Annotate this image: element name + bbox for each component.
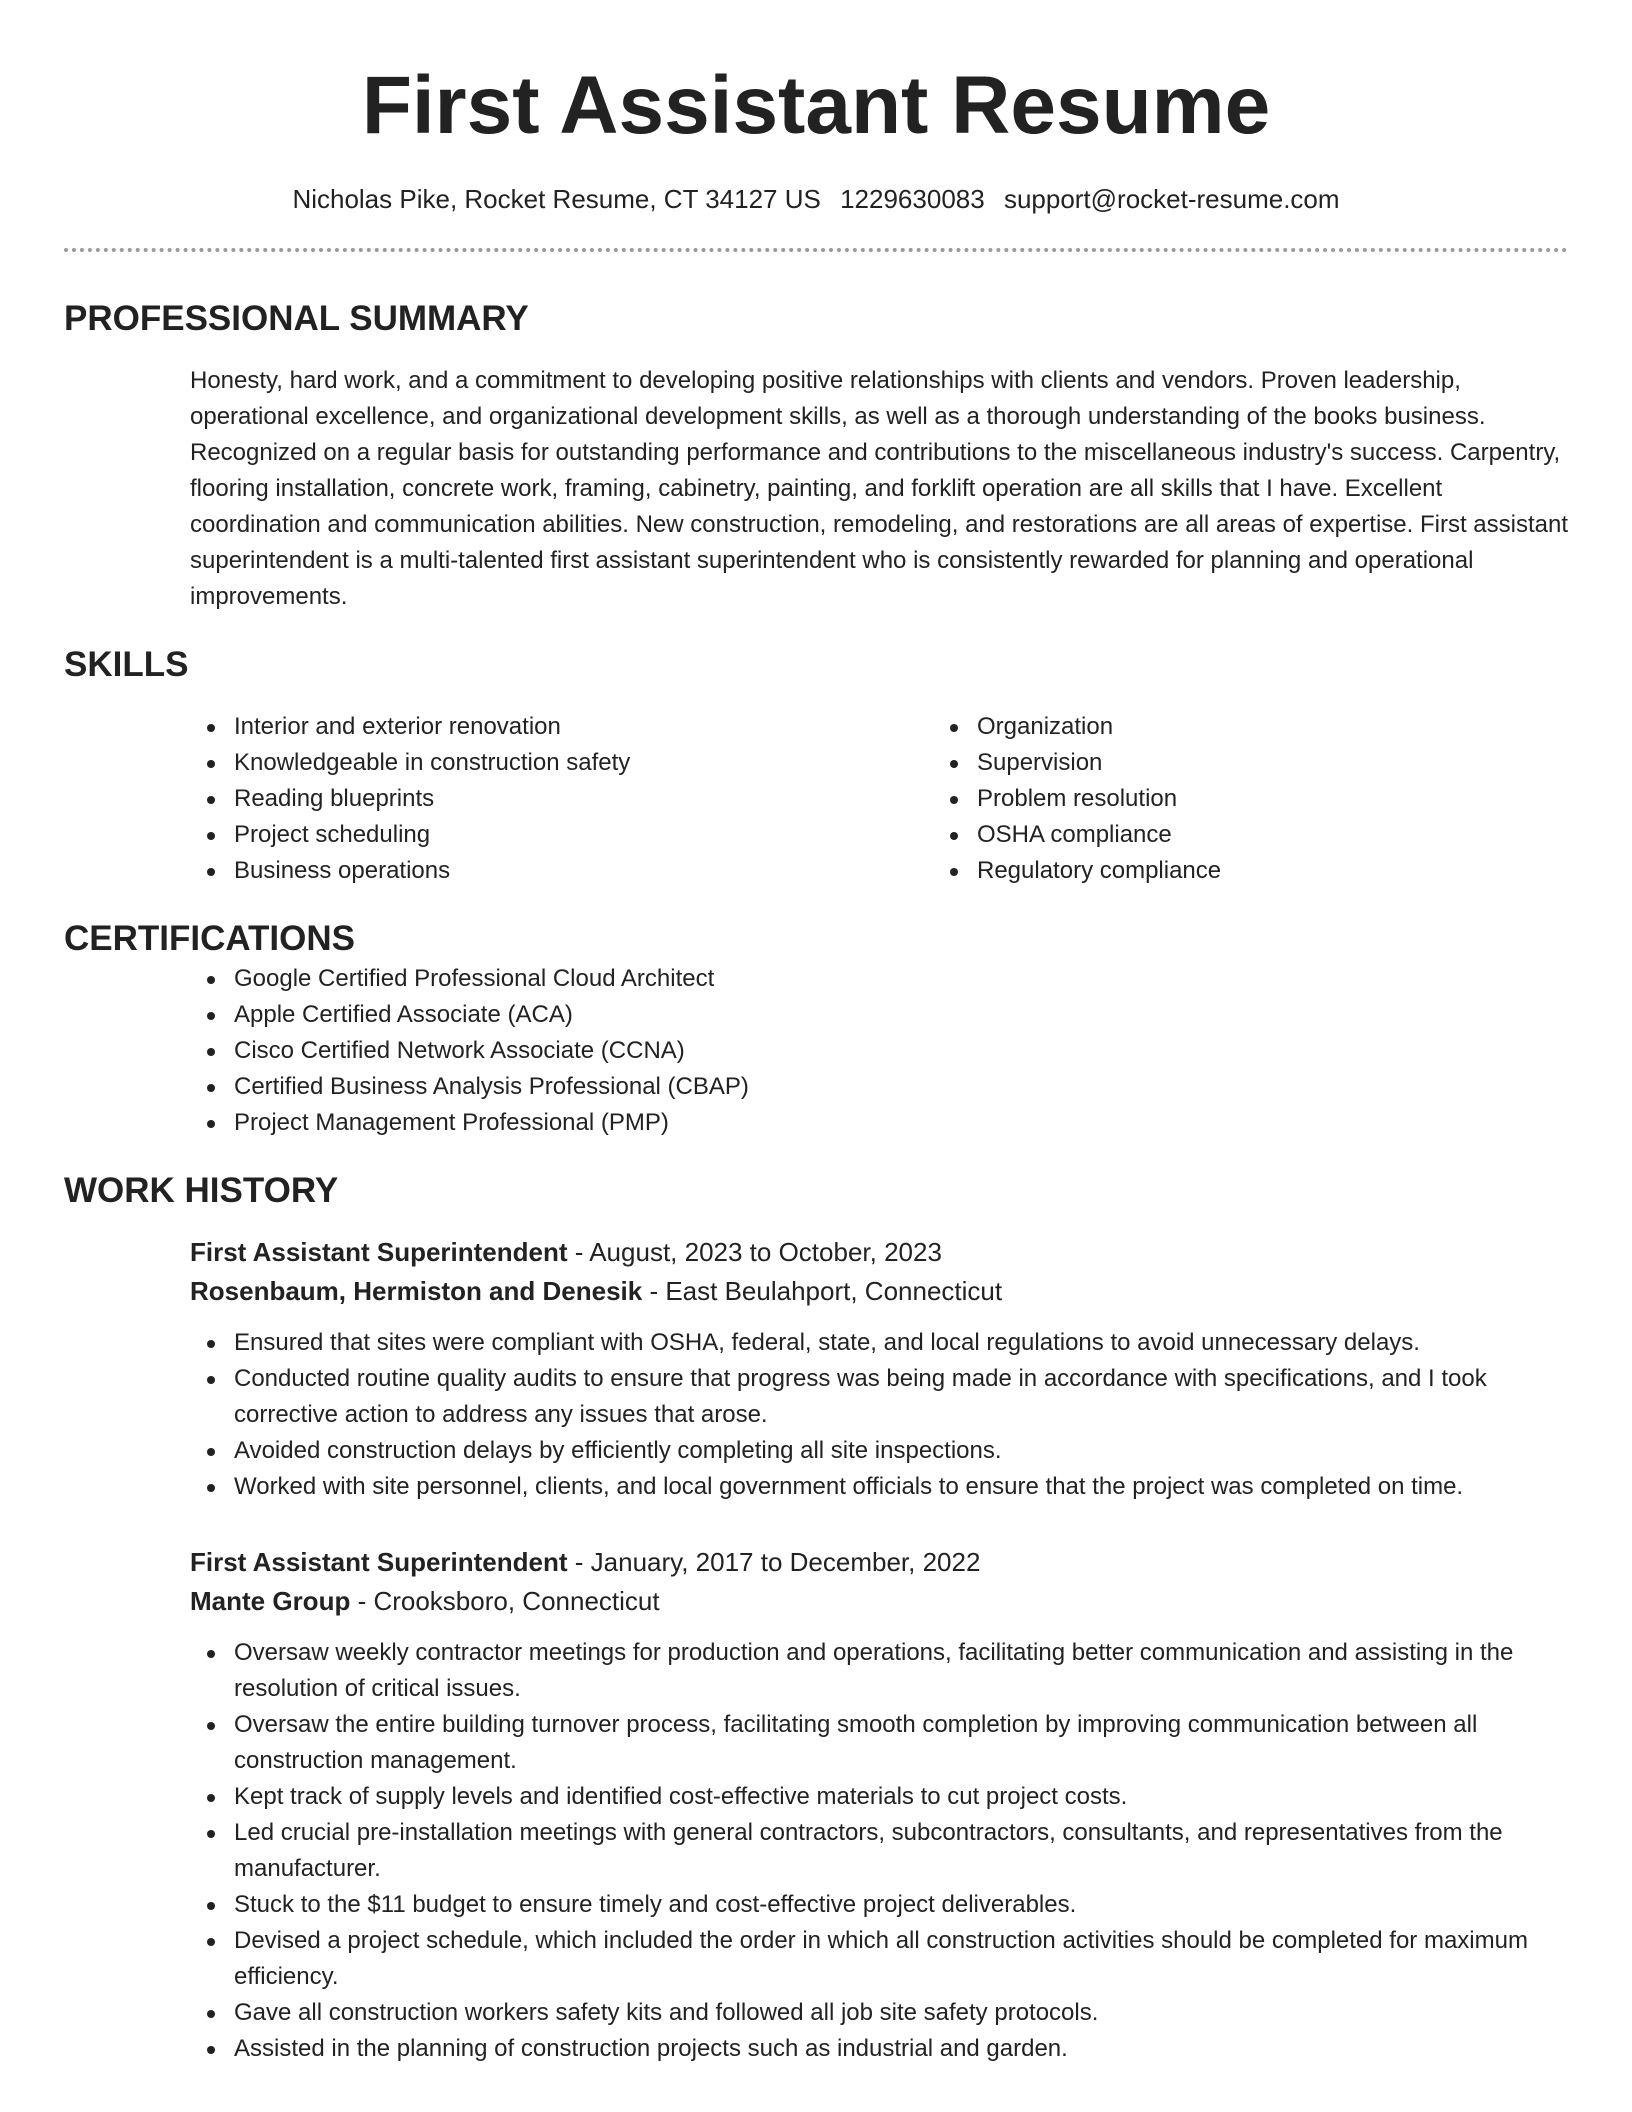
header-divider [64,248,1568,252]
job-bullet: Ensured that sites were compliant with OSHA, federal, state, and local regulations to avoid unnecessary delays. [64,1325,1568,1361]
job-company-line [190,1582,1568,1621]
summary-text: Honesty, hard work, and a commitment to developing positive relationships with clients and vendors. Proven leadership, operational excellence, and organizational development skills, as well as a thorough understanding of the books business. Recognized on a regular basis for outstanding performance and contributions to the miscellaneous industry's success. Carpentry, flooring installation, concrete work, framing, cabinetry, painting, and forklift operation are all skills that I have. Excellent coordination and communication abilities. New construction, remodeling, and restorations are all areas of expertise. First assistant superintendent is a multi-talented first assistant superintendent who is consistently rewarded for planning and operational improvements. [190,367,1569,610]
job-bullet: Assisted in the planning of construction projects such as industrial and garden. [64,2031,1568,2067]
job-location: - East Beulahport, Connecticut [642,1276,1003,1306]
job-bullet: Worked with site personnel, clients, and local government officials to ensure that the project was completed on time. [64,1469,1568,1505]
certifications-section [64,917,1568,1141]
contact-email: support@rocket-resume.com [1003,184,1340,214]
skills-columns [64,709,1568,889]
skills-section [64,643,1568,889]
contact-address: Nicholas Pike, Rocket Resume, CT 34127 US [292,184,821,214]
resume-title: First Assistant Resume [361,60,1271,151]
job-company: Rosenbaum, Hermiston and Denesik [190,1276,643,1306]
job-bullet: Conducted routine quality audits to ensure that progress was being made in accordance with specifications, and I took corrective action to address any issues that arose. [64,1361,1568,1433]
skill-item: Interior and exterior renovation [64,709,744,745]
skill-item: Organization [744,709,1568,745]
job-bullet: Gave all construction workers safety kits and followed all job site safety protocols. [64,1995,1568,2031]
job-bullet: Stuck to the $11 budget to ensure timely and cost-effective project deliverables. [64,1887,1568,1923]
job-title-line [190,1543,1568,1582]
contact-phone: 1229630083 [840,184,985,214]
job-dates: - August, 2023 to October, 2023 [567,1237,942,1267]
skill-item: Knowledgeable in construction safety [64,745,744,781]
certifications-list [64,961,1568,1141]
summary-section [64,297,1568,615]
work-history-section [64,1169,1568,2067]
skill-item: OSHA compliance [744,817,1568,853]
job-bullet: Avoided construction delays by efficiently completing all site inspections. [64,1433,1568,1469]
summary-heading: PROFESSIONAL SUMMARY [64,299,529,338]
job-bullets [64,1325,1568,1505]
job-title: First Assistant Superintendent [190,1547,568,1577]
job-entry [64,1543,1568,2067]
certification-item: Certified Business Analysis Professional (CBAP) [64,1069,1568,1105]
certification-item: Cisco Certified Network Associate (CCNA) [64,1033,1568,1069]
skill-item: Regulatory compliance [744,853,1568,889]
resume-page [64,0,1568,2067]
skill-item: Problem resolution [744,781,1568,817]
skills-list-left [64,709,744,889]
job-title: First Assistant Superintendent [190,1237,568,1267]
job-company: Mante Group [190,1586,351,1616]
job-bullet: Oversaw the entire building turnover process, facilitating smooth completion by improving communication between all construction management. [64,1707,1568,1779]
job-bullets [64,1635,1568,2067]
job-location: - Crooksboro, Connecticut [350,1586,660,1616]
job-entry [64,1233,1568,1505]
job-bullet: Devised a project schedule, which included the order in which all construction activities should be completed for maximum efficiency. [64,1923,1568,1995]
certification-item: Apple Certified Associate (ACA) [64,997,1568,1033]
work-history-heading: WORK HISTORY [64,1171,339,1210]
skill-item: Reading blueprints [64,781,744,817]
job-company-line [190,1272,1568,1311]
skill-item: Business operations [64,853,744,889]
job-dates: - January, 2017 to December, 2022 [567,1547,981,1577]
skills-list-right [744,709,1568,889]
skills-heading: SKILLS [64,645,189,684]
job-bullet: Oversaw weekly contractor meetings for production and operations, facilitating better communication and assisting in the resolution of critical issues. [64,1635,1568,1707]
certifications-heading: CERTIFICATIONS [64,919,356,958]
certification-item: Project Management Professional (PMP) [64,1105,1568,1141]
skill-item: Supervision [744,745,1568,781]
job-title-line [190,1233,1568,1272]
job-bullet: Led crucial pre-installation meetings with general contractors, subcontractors, consultants, and representatives from the manufacturer. [64,1815,1568,1887]
skill-item: Project scheduling [64,817,744,853]
certification-item: Google Certified Professional Cloud Architect [64,961,1568,997]
job-bullet: Kept track of supply levels and identified cost-effective materials to cut project costs. [64,1779,1568,1815]
contact-info [64,182,1568,216]
